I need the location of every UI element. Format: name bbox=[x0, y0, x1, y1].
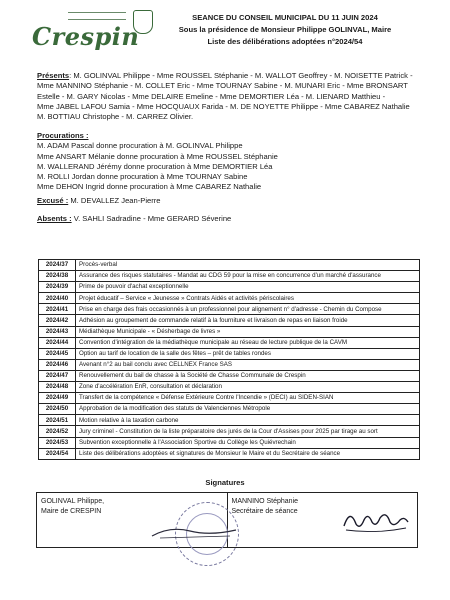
excuse-label: Excusé : bbox=[37, 196, 69, 205]
deliberation-number: 2024/45 bbox=[39, 348, 76, 359]
deliberation-row bbox=[39, 404, 420, 415]
deliberation-number: 2024/46 bbox=[39, 359, 76, 370]
deliberation-number: 2024/51 bbox=[39, 415, 76, 426]
mayor-signature-drawing bbox=[150, 522, 240, 544]
document-header bbox=[160, 12, 410, 48]
presents-line: : M. GOLINVAL Philippe - Mme ROUSSEL Stéphanie - M. WALLOT Geoffrey - M. NOISETTE Patrick - bbox=[69, 71, 413, 80]
deliberation-number: 2024/48 bbox=[39, 382, 76, 393]
secretary-title: Secrétaire de séance bbox=[231, 508, 298, 515]
mayor-name: GOLINVAL Philippe, bbox=[41, 498, 105, 505]
presents-line: Mme MANNINO Stéphanie - M. COLLET Eric - Mme TOURNAY Sabine - M. MUNARI Eric - Mme BRONSART bbox=[37, 81, 408, 91]
deliberation-row bbox=[39, 415, 420, 426]
header-title: SEANCE DU CONSEIL MUNICIPAL DU 11 JUIN 2024 bbox=[192, 13, 378, 22]
deliberation-row bbox=[39, 326, 420, 337]
deliberation-title: Transfert de la compétence « Défense Extérieure Contre l'Incendie » (DECI) au SIDEN-SIAN bbox=[76, 393, 420, 404]
presents-label: Présents bbox=[37, 71, 70, 80]
logo-text: Crespin bbox=[32, 22, 140, 51]
deliberation-number: 2024/44 bbox=[39, 337, 76, 348]
excuse-text: M. DEVALLEZ Jean-Pierre bbox=[68, 196, 161, 205]
deliberation-title: Avenant n°2 au bail conclu avec CELLNEX France SAS bbox=[76, 359, 420, 370]
deliberation-title: Subvention exceptionnelle à l'Association Sportive du Collège les Quiévrechain bbox=[76, 437, 420, 448]
deliberation-title: Approbation de la modification des statuts de Valenciennes Métropole bbox=[76, 404, 420, 415]
deliberation-row bbox=[39, 348, 420, 359]
deliberation-number: 2024/52 bbox=[39, 426, 76, 437]
deliberation-row bbox=[39, 304, 420, 315]
deliberation-row bbox=[39, 271, 420, 282]
absents-text: V. SAHLI Sadradine - Mme GERARD Séverine bbox=[71, 214, 232, 223]
procurations-label: Procurations : bbox=[37, 131, 89, 140]
crest-icon bbox=[133, 10, 153, 34]
deliberation-title: Prise en charge des frais occasionnés à un professionnel pour alignement n° d'adresse - Chemin du Compose bbox=[76, 304, 420, 315]
deliberation-row bbox=[39, 315, 420, 326]
mayor-title: Maire de CRESPIN bbox=[41, 508, 102, 515]
absents-label: Absents : bbox=[37, 214, 72, 223]
deliberation-title: Prime de pouvoir d'achat exceptionnelle bbox=[76, 282, 420, 293]
procuration-line: M. WALLERAND Jérémy donne procuration à Mme DEMORTIER Léa bbox=[37, 161, 273, 171]
deliberation-title: Renouvellement du bail de chasse à la Société de Chasse Communale de Crespin bbox=[76, 370, 420, 381]
deliberation-row bbox=[39, 393, 420, 404]
deliberation-row bbox=[39, 260, 420, 271]
deliberation-row bbox=[39, 337, 420, 348]
deliberation-number: 2024/53 bbox=[39, 437, 76, 448]
deliberation-title: Motion relative à la taxation carbone bbox=[76, 415, 420, 426]
deliberation-number: 2024/47 bbox=[39, 370, 76, 381]
deliberations-table bbox=[38, 259, 420, 460]
header-list-title: Liste des délibérations adoptées n°2024/54 bbox=[207, 37, 363, 46]
procuration-line: M. ROLLI Jordan donne procuration à Mme TOURNAY Sabine bbox=[37, 172, 248, 182]
deliberation-title: Adhésion au groupement de commande relatif à la fourniture et livraison de repas en liaison froide bbox=[76, 315, 420, 326]
presents-line: Estelle - M. GARY Nicolas - Mme DELAIRE Emeline - Mme DEMORTIER Léa - M. LIENARD Matthieu - bbox=[37, 91, 386, 101]
header-presidence: Sous la présidence de Monsieur Philippe GOLINVAL, Maire bbox=[178, 25, 392, 34]
deliberation-number: 2024/50 bbox=[39, 404, 76, 415]
absents-section bbox=[37, 214, 231, 224]
deliberation-title: Médiathèque Municipale - « Désherbage de livres » bbox=[76, 326, 420, 337]
procuration-line: Mme DEHON Ingrid donne procuration à Mme CABAREZ Nathalie bbox=[37, 182, 262, 192]
deliberation-row bbox=[39, 293, 420, 304]
presents-line: Mme JABEL LAFOU Samia - Mme HOCQUAUX Farida - M. DE NOYETTE Philippe - Mme CABAREZ Nathalie bbox=[37, 101, 410, 111]
deliberation-number: 2024/38 bbox=[39, 271, 76, 282]
procurations-section bbox=[37, 131, 278, 193]
deliberation-title: Jury criminel - Constitution de la liste préparatoire des jurés de la Cour d'Assises pour 2025 par tirage au sort bbox=[76, 426, 420, 437]
presents-section bbox=[37, 71, 413, 122]
deliberation-title: Assurance des risques statutaires - Mandat au CDG 59 pour la mise en concurrence d'un marché d'assurance bbox=[76, 271, 420, 282]
deliberation-title: Liste des délibérations adoptées et signatures de Monsieur le Maire et du Secrétaire de séance bbox=[76, 448, 420, 459]
deliberation-number: 2024/39 bbox=[39, 282, 76, 293]
signatures-title: Signatures bbox=[205, 478, 245, 487]
procuration-line: M. ADAM Pascal donne procuration à M. GOLINVAL Philippe bbox=[37, 141, 243, 151]
deliberation-number: 2024/40 bbox=[39, 293, 76, 304]
crespin-logo bbox=[30, 8, 160, 50]
deliberation-number: 2024/42 bbox=[39, 315, 76, 326]
deliberation-row bbox=[39, 426, 420, 437]
deliberation-number: 2024/37 bbox=[39, 260, 76, 271]
presents-line: M. BOTTIAU Christophe - M. CARREZ Olivier. bbox=[37, 112, 194, 122]
excuse-section bbox=[37, 196, 161, 206]
logo-ribbon bbox=[68, 12, 126, 20]
deliberation-number: 2024/43 bbox=[39, 326, 76, 337]
deliberation-title: Projet éducatif – Service « Jeunesse » Contrats Aidés et activités périscolaires bbox=[76, 293, 420, 304]
deliberation-row bbox=[39, 437, 420, 448]
procuration-line: Mme ANSART Mélanie donne procuration à Mme ROUSSEL Stéphanie bbox=[37, 151, 278, 161]
deliberation-row bbox=[39, 282, 420, 293]
deliberation-number: 2024/54 bbox=[39, 448, 76, 459]
deliberation-title: Zone d'accélération EnR, consultation et déclaration bbox=[76, 382, 420, 393]
deliberation-row bbox=[39, 359, 420, 370]
deliberation-title: Convention d'intégration de la médiathèque municipale au réseau de lecture publique de la CAVM bbox=[76, 337, 420, 348]
secretary-signature-drawing bbox=[340, 500, 412, 540]
deliberation-title: Procès-verbal bbox=[76, 260, 420, 271]
secretary-name: MANNINO Stéphanie bbox=[231, 498, 299, 505]
deliberation-title: Option au tarif de location de la salle des fêtes – prêt de tables rondes bbox=[76, 348, 420, 359]
deliberation-row bbox=[39, 382, 420, 393]
deliberation-row bbox=[39, 448, 420, 459]
deliberation-number: 2024/41 bbox=[39, 304, 76, 315]
deliberation-row bbox=[39, 370, 420, 381]
deliberation-number: 2024/49 bbox=[39, 393, 76, 404]
